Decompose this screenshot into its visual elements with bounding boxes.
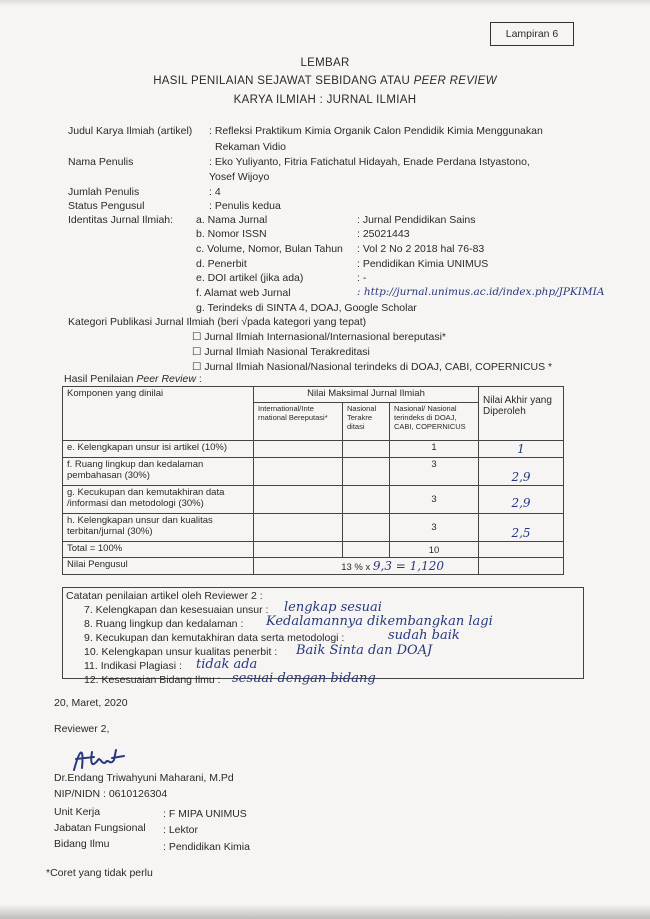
reviewer-title: Reviewer 2, — [54, 723, 110, 735]
bidang-value: : Pendidikan Kimia — [163, 841, 250, 853]
table-row — [63, 458, 564, 486]
catatan-item-hand: Kedalamannya dikembangkan lagi — [266, 614, 493, 629]
judul-value-1: : Refleksi Praktikum Kimia Organik Calon Pendidik Kimia Menggunakan — [209, 125, 543, 137]
catatan-item-hand: tidak ada — [196, 657, 258, 672]
kategori-option-label: Jurnal Ilmiah Nasional/Nasional terindeks di DOAJ, CABI, COPERNICUS * — [204, 361, 553, 373]
identitas-key: g. Terindeks di SINTA 4, DOAJ, Google Scholar — [196, 302, 417, 314]
checkbox-icon[interactable]: ☐ — [192, 346, 202, 358]
catatan-item-label: 9. Kecukupan dan kemutakhiran data serta metodologi : — [84, 632, 345, 644]
penulis-value-2: Yosef Wijoyo — [209, 171, 270, 183]
checkbox-icon[interactable]: ☐ — [192, 331, 202, 343]
identitas-key: d. Penerbit — [196, 258, 247, 270]
catatan-item — [84, 618, 243, 630]
nilai-maks-header: Nilai Maksimal Jurnal Ilmiah — [254, 387, 479, 403]
internasional-header: International/Inte rnational Bereputasi* — [254, 403, 343, 441]
catatan-item-hand: Baik Sinta dan DOAJ — [296, 643, 433, 658]
table-row — [63, 514, 564, 542]
kategori-option — [192, 331, 446, 343]
status-value: : Penulis kedua — [209, 200, 281, 212]
identitas-value: : Vol 2 No 2 2018 hal 76-83 — [357, 243, 485, 255]
unit-label: Unit Kerja — [54, 806, 101, 818]
catatan-item-hand: sudah baik — [388, 628, 460, 643]
kategori-option — [192, 361, 552, 373]
identitas-key: b. Nomor ISSN — [196, 228, 267, 240]
bidang-label: Bidang Ilmu — [54, 838, 110, 850]
nasional-header: Nasional Terakre ditasi — [343, 403, 390, 441]
catatan-title: Catatan penilaian artikel oleh Reviewer 2 : — [66, 590, 263, 602]
row-max: 3 — [390, 514, 479, 542]
row-score: 1 — [479, 441, 564, 458]
footnote: *Coret yang tidak perlu — [46, 867, 153, 879]
identitas-value: : http://jurnal.unimus.ac.id/index.php/JPKIMIA — [357, 286, 605, 298]
row-max: 3 — [390, 458, 479, 486]
penulis-value-1: : Eko Yuliyanto, Fitria Fatichatul Hidayah, Enade Perdana Istyastono, — [209, 156, 530, 168]
row-max: 1 — [390, 441, 479, 458]
jumlah-value: : 4 — [209, 186, 221, 198]
kategori-option — [192, 346, 370, 358]
row-label: g. Kecukupan dan kemutakhiran data /informasi dan metodologi (30%) — [63, 486, 254, 514]
jabatan-label: Jabatan Fungsional — [54, 822, 146, 834]
reviewer-name: Dr.Endang Triwahyuni Maharani, M.Pd — [54, 772, 234, 784]
row-score: 2,9 — [479, 486, 564, 514]
scan-shadow-bottom — [0, 904, 650, 919]
row-label: h. Kelengkapan unsur dan kualitas terbitan/jurnal (30%) — [63, 514, 254, 542]
catatan-item-hand: sesuai dengan bidang — [232, 671, 376, 686]
pengusul-prefix: 13 % x — [341, 562, 371, 573]
penulis-label: Nama Penulis — [68, 156, 134, 168]
judul-label: Judul Karya Ilmiah (artikel) — [68, 125, 193, 137]
table-row — [63, 542, 564, 558]
catatan-item — [84, 660, 182, 672]
hasil-label: Hasil Penilaian Peer Review : — [64, 373, 202, 385]
pengusul-hand: 9,3 = 1,120 — [372, 559, 444, 573]
pengusul-label: Nilai Pengusul — [63, 558, 254, 575]
catatan-item-label: 11. Indikasi Plagiasi : — [84, 660, 182, 672]
identitas-key: e. DOI artikel (jika ada) — [196, 272, 304, 284]
catatan-item — [84, 674, 221, 686]
nilai-akhir-header: Nilai Akhir yang Diperoleh — [479, 387, 564, 441]
table-row — [63, 441, 564, 458]
pengusul-calc — [254, 558, 479, 575]
jabatan-value: : Lektor — [163, 824, 199, 836]
catatan-item-label: 7. Kelengkapan dan kesesuaian unsur : — [84, 604, 269, 616]
identitas-key: a. Nama Jurnal — [196, 214, 268, 226]
judul-value-2: Rekaman Vidio — [215, 141, 287, 153]
title-line-2: HASIL PENILAIAN SEJAWAT SEBIDANG ATAU PEER REVIEW — [153, 75, 497, 87]
reviewer-nip: NIP/NIDN : 0610126304 — [54, 788, 168, 800]
status-label: Status Pengusul — [68, 200, 145, 212]
grade-table — [62, 386, 564, 575]
checkbox-icon[interactable]: ☐ — [192, 361, 202, 373]
total-max: 10 — [390, 542, 479, 558]
table-row — [63, 486, 564, 514]
identitas-value: : 25021443 — [357, 228, 410, 240]
kategori-option-label: Jurnal Ilmiah Nasional Terakreditasi — [204, 346, 370, 358]
title-line-1: LEMBAR — [300, 57, 350, 69]
catatan-item-label: 12. Kesesuaian Bidang Ilmu : — [84, 674, 221, 686]
identitas-label: Identitas Jurnal Ilmiah: — [68, 214, 174, 226]
scan-shadow-top — [0, 0, 650, 6]
jumlah-label: Jumlah Penulis — [68, 186, 140, 198]
signature-icon — [70, 744, 140, 774]
catatan-item-hand: lengkap sesuai — [284, 600, 382, 615]
kategori-label: Kategori Publikasi Jurnal Ilmiah (beri √pada kategori yang tepat) — [68, 316, 367, 328]
table-row — [63, 558, 564, 575]
row-label: e. Kelengkapan unsur isi artikel (10%) — [63, 441, 254, 458]
row-label: f. Ruang lingkup dan kedalaman pembahasan (30%) — [63, 458, 254, 486]
lampiran-box: Lampiran 6 — [490, 22, 574, 46]
row-score: 2,9 — [479, 458, 564, 486]
identitas-key: f. Alamat web Jurnal — [196, 287, 291, 299]
total-label: Total = 100% — [63, 542, 254, 558]
komponen-header: Komponen yang dinilai — [63, 387, 254, 441]
unit-value: : F MIPA UNIMUS — [163, 808, 247, 820]
row-max: 3 — [390, 486, 479, 514]
identitas-value: : Pendidikan Kimia UNIMUS — [357, 258, 489, 270]
identitas-key: c. Volume, Nomor, Bulan Tahun — [196, 243, 343, 255]
catatan-item — [84, 604, 268, 616]
title-line-3: KARYA ILMIAH : JURNAL ILMIAH — [233, 94, 417, 106]
row-score: 2,5 — [479, 514, 564, 542]
catatan-item-label: 8. Ruang lingkup dan kedalaman : — [84, 618, 244, 630]
terindeks-header: Nasional/ Nasional terindeks di DOAJ, CABI, COPERNICUS — [390, 403, 479, 441]
date: 20, Maret, 2020 — [54, 697, 128, 709]
identitas-value: : Jurnal Pendidikan Sains — [357, 214, 476, 226]
kategori-option-label: Jurnal Ilmiah Internasional/Internasional bereputasi* — [204, 331, 446, 343]
identitas-value: : - — [357, 272, 367, 284]
catatan-item-label: 10. Kelengkapan unsur kualitas penerbit : — [84, 646, 278, 658]
